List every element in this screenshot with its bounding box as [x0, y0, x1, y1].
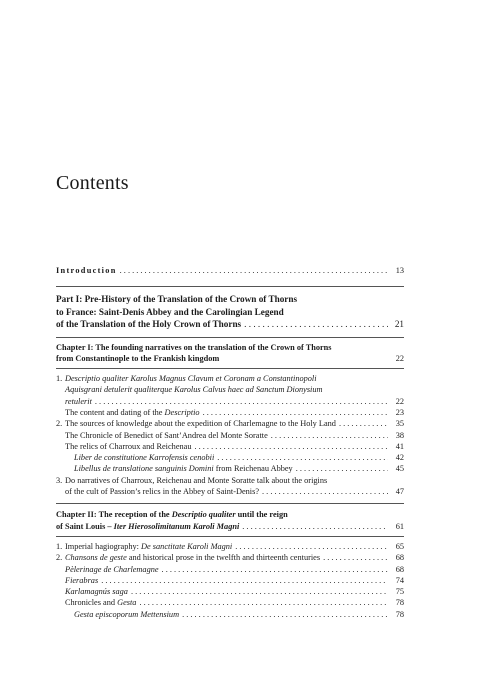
toc-entry-introduction[interactable] [56, 265, 404, 276]
page-number: 78 [395, 609, 404, 619]
dot-leader [271, 430, 388, 441]
toc-entry-part-1[interactable] [56, 293, 404, 330]
page-number: 41 [395, 441, 404, 451]
toc-entry-ch1-item-2b[interactable] [56, 441, 404, 452]
item-title: 2. The sources of knowledge about the expedition of Charlemagne to the Holy Land [56, 419, 336, 429]
toc-entry-ch2-item-2d[interactable] [56, 597, 404, 608]
page-number: 38 [395, 430, 404, 440]
item-title: Liber de constitutione Karrofensis cenobii [74, 453, 215, 463]
dot-leader [131, 586, 388, 597]
toc-entry-label: Introduction [56, 266, 117, 275]
item-title: Libellus de translatione sanguinis Domini from Reichenau Abbey [74, 464, 293, 474]
page-number: 22 [395, 353, 404, 363]
dot-leader [244, 318, 388, 330]
toc-entry-ch2-item-2c[interactable] [56, 586, 404, 597]
item-title: The content and dating of the Descriptio [65, 408, 200, 417]
toc-entry-ch2-item-2[interactable] [56, 552, 404, 563]
dot-leader [296, 463, 388, 474]
toc-entry-ch1-item-2b2[interactable] [56, 463, 404, 474]
toc-entry-ch2-item-2a[interactable] [56, 564, 404, 575]
item-title: Do narratives of Charroux, Reichenau and Monte Soratte talk about the origins [65, 475, 328, 485]
dot-leader [182, 609, 388, 620]
item-number: 3. [56, 475, 63, 485]
page-number: 35 [395, 419, 404, 429]
page-title: Contents [56, 172, 129, 194]
toc-entry-chapter-2[interactable] [56, 509, 404, 532]
table-of-contents [56, 265, 404, 620]
page-number: 45 [395, 464, 404, 474]
item-title: The Chronicle of Benedict of Sant’Andrea del Monte Soratte [65, 430, 268, 440]
dot-leader [323, 552, 388, 563]
item-number: 1. [56, 374, 63, 384]
item-title: Descriptio qualiter Karolus Magnus Clavum et Coronam a Constantinopoli [65, 374, 317, 384]
part-heading-line: to France: Saint-Denis Abbey and the Carolingian Legend [56, 306, 284, 317]
toc-entry-ch1-item-1a[interactable] [56, 407, 404, 418]
dot-leader [339, 418, 388, 429]
dot-leader [120, 265, 388, 276]
toc-entry-ch2-item-1[interactable] [56, 541, 404, 552]
page-number: 61 [395, 521, 404, 531]
toc-entry-ch1-item-1[interactable] [56, 373, 404, 407]
page-number: 65 [395, 541, 404, 551]
chapter-heading-line: of Saint Louis – Iter Hierosolimitanum Karoli Magni [56, 521, 240, 531]
toc-entry-ch2-item-2b[interactable] [56, 575, 404, 586]
dot-leader [139, 597, 388, 608]
dot-leader [262, 486, 388, 497]
toc-entry-ch2-item-2d1[interactable] [56, 609, 404, 620]
item-title: 2. Chansons de geste and historical prose in the twelfth and thirteenth centuries [56, 553, 321, 563]
chapter-heading-line: Chapter I: The founding narratives on the translation of the Crown of Thorns [56, 342, 332, 352]
item-title: Aquisgrani detulerit qualiterque Karolus Calvus haec ad Sanctum Dionysium [65, 385, 323, 395]
item-title: The relics of Charroux and Reichenau [65, 441, 192, 451]
item-title: Chronicles and Gesta [65, 598, 137, 608]
item-title: Gesta episcoporum Mettensium [74, 609, 180, 619]
part-heading-line: of the Translation of the Holy Crown of Thorns [56, 319, 242, 330]
page-number: 21 [394, 319, 404, 330]
page-number: 23 [395, 408, 404, 417]
item-title: retulerit [65, 396, 92, 406]
item-title: of the cult of Passion’s relics in the Abbey of Saint-Denis? [65, 487, 260, 497]
toc-entry-ch1-item-2[interactable] [56, 418, 404, 429]
chapter-heading-line: from Constantinople to the Frankish kingdom [56, 353, 220, 363]
dot-leader [194, 441, 388, 452]
page-number: 78 [395, 598, 404, 608]
part-heading-line: Part I: Pre-History of the Translation of the Crown of Thorns [56, 294, 298, 305]
page-number: 47 [395, 487, 404, 497]
item-title: Fierabras [65, 575, 99, 585]
toc-entry-ch1-item-2b1[interactable] [56, 452, 404, 463]
dot-leader [235, 541, 388, 552]
toc-entry-ch1-item-2a[interactable] [56, 430, 404, 441]
dot-leader [95, 396, 388, 407]
page-number: 75 [395, 587, 404, 597]
page-number: 68 [395, 553, 404, 563]
page-number: 13 [395, 266, 404, 275]
page-number: 68 [395, 564, 404, 574]
toc-entry-chapter-1[interactable] [56, 342, 404, 365]
item-title: Pèlerinage de Charlemagne [65, 564, 159, 574]
toc-entry-ch1-item-3[interactable] [56, 475, 404, 498]
dot-leader [203, 407, 388, 418]
dot-leader [101, 575, 388, 586]
chapter-heading-line: Chapter II: The reception of the Descriptio qualiter until the reign [56, 510, 288, 520]
page-number: 22 [395, 396, 404, 406]
dot-leader [217, 452, 388, 463]
page-number: 74 [395, 575, 404, 585]
dot-leader [242, 521, 388, 532]
page-number: 42 [395, 453, 404, 463]
item-title: Karlamagnús saga [65, 587, 128, 597]
item-title: 1. Imperial hagiography: De sanctitate Karoli Magni [56, 541, 233, 551]
dot-leader [162, 564, 388, 575]
